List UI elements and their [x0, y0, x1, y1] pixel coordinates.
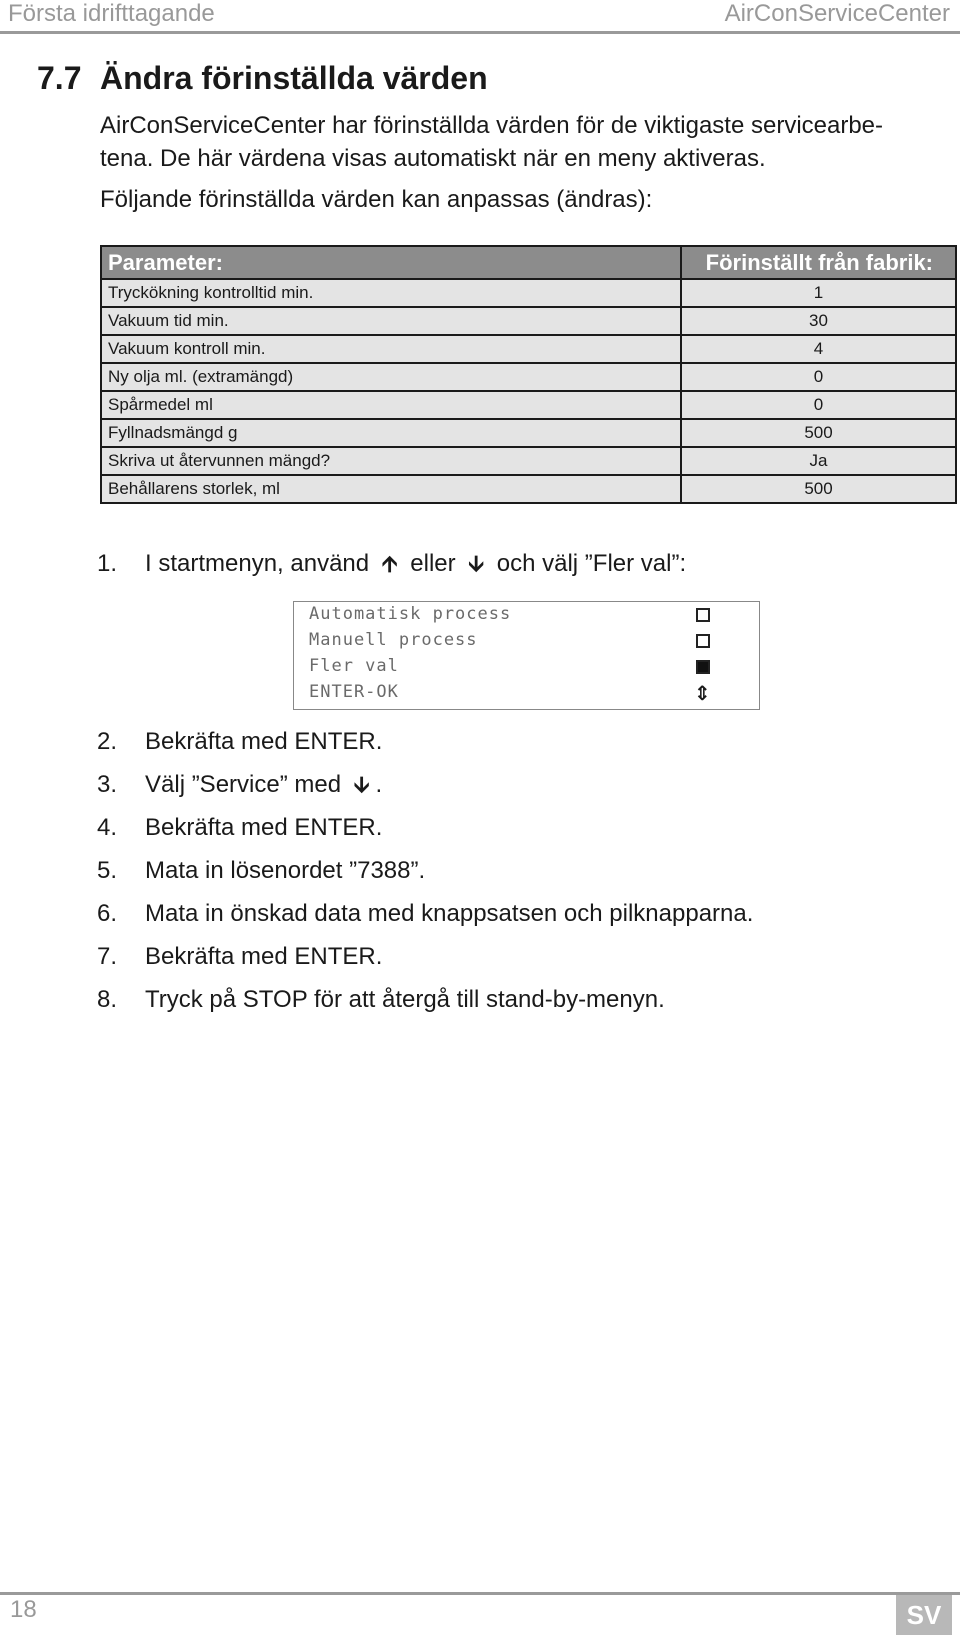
section-title: Ändra förinställda värden	[100, 60, 488, 96]
step-text: Bekräfta med ENTER.	[145, 943, 383, 970]
display-line-enter-ok: ENTER-OK	[309, 682, 399, 702]
step-text: Mata in lösenordet ”7388”.	[145, 857, 426, 884]
row-name: Ny olja ml. (extramängd)	[101, 363, 681, 391]
header-chapter: Första idrifttagande	[8, 0, 215, 27]
device-display	[293, 601, 760, 710]
arrow-up-icon: 🡩	[381, 551, 398, 576]
step-7	[97, 942, 382, 972]
header-product: AirConServiceCenter	[724, 0, 950, 27]
row-value: 1	[681, 279, 956, 307]
step-2	[97, 727, 382, 757]
step-text: Mata in önskad data med knappsatsen och pilknapparna.	[145, 900, 754, 927]
row-name: Spårmedel ml	[101, 391, 681, 419]
step-text: eller	[410, 550, 456, 577]
header-factory-value: Förinställt från fabrik:	[681, 246, 956, 279]
header-parameter: Parameter:	[101, 246, 681, 279]
row-name: Vakuum kontroll min.	[101, 335, 681, 363]
checkbox-more-options-selected	[696, 660, 710, 674]
step-text: I startmenyn, använd	[145, 550, 370, 577]
row-value: 500	[681, 475, 956, 503]
step-3	[97, 770, 382, 800]
row-name: Fyllnadsmängd g	[101, 419, 681, 447]
step-5	[97, 856, 425, 886]
adjustable-values-paragraph: Följande förinställda värden kan anpassas (ändras):	[100, 186, 653, 213]
row-value: 0	[681, 363, 956, 391]
display-line-automatic: Automatisk process	[309, 604, 512, 624]
row-name: Skriva ut återvunnen mängd?	[101, 447, 681, 475]
step-number: 1.	[97, 550, 118, 577]
step-number: 4.	[97, 814, 118, 841]
language-badge: SV	[896, 1595, 952, 1635]
table-row	[101, 307, 956, 335]
page-number: 18	[10, 1596, 37, 1623]
row-value: Ja	[681, 447, 956, 475]
table-row	[101, 279, 956, 307]
preset-values-table	[100, 245, 957, 504]
row-value: 30	[681, 307, 956, 335]
updown-arrow-icon: ⇕	[694, 683, 711, 705]
intro-paragraph: AirConServiceCenter har förinställda värden för de viktigaste servicearbe- tena. De här värdena visas automatiskt när en meny aktiveras.	[100, 112, 884, 172]
step-text: Bekräfta med ENTER.	[145, 814, 383, 841]
step-number: 2.	[97, 728, 118, 755]
step-text: Tryck på STOP för att återgå till stand-by-menyn.	[145, 986, 665, 1013]
step-6	[97, 899, 753, 929]
row-value: 4	[681, 335, 956, 363]
section-number: 7.7	[37, 60, 82, 96]
table-row	[101, 391, 956, 419]
step-number: 7.	[97, 943, 118, 970]
display-line-more-options: Fler val	[309, 656, 399, 676]
footer-divider	[0, 1592, 960, 1595]
table-row	[101, 447, 956, 475]
step-1	[97, 549, 686, 579]
header-divider	[0, 31, 960, 34]
step-number: 8.	[97, 986, 118, 1013]
step-text: Bekräfta med ENTER.	[145, 728, 383, 755]
table-header-row	[101, 246, 956, 279]
step-4	[97, 813, 382, 843]
checkbox-manual	[696, 634, 710, 648]
step-text: Välj ”Service” med	[145, 771, 342, 798]
display-line-manual: Manuell process	[309, 630, 478, 650]
step-suffix: .	[375, 771, 383, 798]
step-text: och välj ”Fler val”:	[496, 550, 687, 577]
arrow-down-icon: 🡫	[468, 551, 485, 576]
row-name: Vakuum tid min.	[101, 307, 681, 335]
row-name: Tryckökning kontrolltid min.	[101, 279, 681, 307]
table-row	[101, 475, 956, 503]
row-value: 500	[681, 419, 956, 447]
step-8	[97, 985, 665, 1015]
row-name: Behållarens storlek, ml	[101, 475, 681, 503]
table-row	[101, 335, 956, 363]
row-value: 0	[681, 391, 956, 419]
step-number: 5.	[97, 857, 118, 884]
table-row	[101, 419, 956, 447]
table-row	[101, 363, 956, 391]
step-number: 3.	[97, 771, 118, 798]
arrow-down-icon: 🡫	[353, 772, 370, 797]
checkbox-automatic	[696, 608, 710, 622]
step-number: 6.	[97, 900, 118, 927]
